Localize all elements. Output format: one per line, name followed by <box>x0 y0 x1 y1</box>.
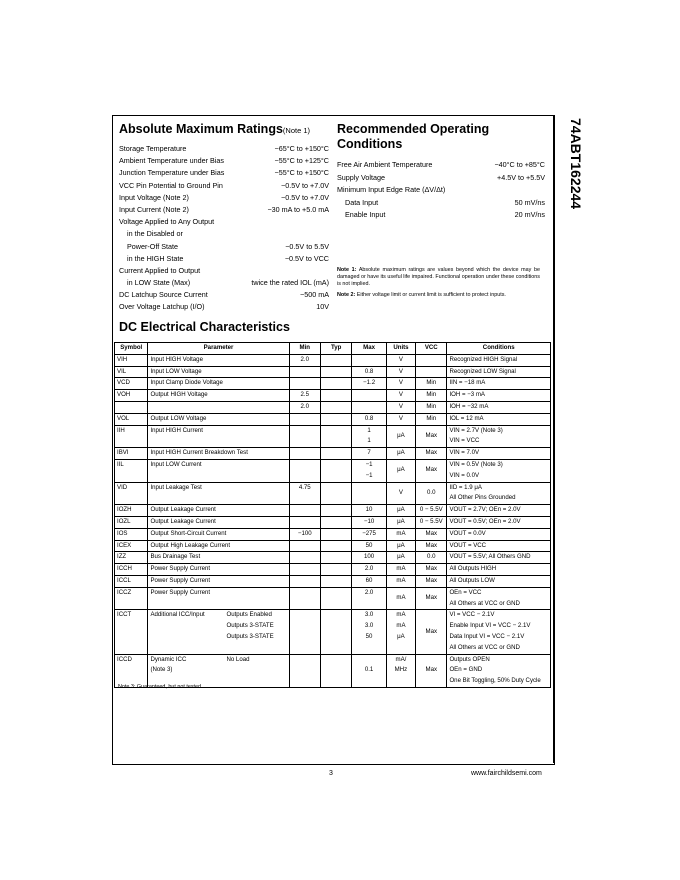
dc-section-title: DC Electrical Characteristics <box>119 320 290 334</box>
table-row: IZZ Bus Drainage Test 100 μA 0.0 VOUT = 5.5V; All Others GND <box>115 552 551 564</box>
symbol-cell: ICCH <box>115 564 148 576</box>
col-header: Symbol <box>115 343 148 355</box>
table-row: IOZH Output Leakage Current 10 μA 0 − 5.5V VOUT = 2.7V; OEn = 2.0V <box>115 505 551 517</box>
col-header: Units <box>386 343 415 355</box>
rating-row: Voltage Applied to Any Output <box>119 217 215 227</box>
dc-characteristics-table <box>114 342 551 688</box>
symbol-cell <box>115 401 148 413</box>
symbol-cell: IOS <box>115 528 148 540</box>
rating-row: in LOW State (Max) twice the rated IOL (mA) <box>127 278 329 288</box>
condition-row: Data Input 50 mV/ns <box>345 197 545 207</box>
symbol-cell: VID <box>115 482 148 505</box>
table-row: IBVI Input HIGH Current Breakdown Test 7 μA Max VIN = 7.0V <box>115 448 551 460</box>
table-row: IIL Input LOW Current −1 −1 μA Max VIN = 0.5V (Note 3) VIN = 0.0V <box>115 459 551 482</box>
table-row: VIL Input LOW Voltage 0.8 V Recognized LOW Signal <box>115 366 551 378</box>
rating-row: Over Voltage Latchup (I/O) 10V <box>119 302 329 312</box>
table-row: ICCD Dynamic ICC (Note 3) No Load 0.1 mA/ MHz Max Outputs OPEN OEn = GND One Bit Toggling, 50% Duty Cycle <box>115 654 551 687</box>
footer-url: www.fairchildsemi.com <box>471 770 542 777</box>
table-row: ICCL Power Supply Current 60 mA Max All Outputs LOW <box>115 575 551 587</box>
amr-title: Absolute Maximum Ratings(Note 1) <box>119 122 311 136</box>
col-header: Max <box>352 343 387 355</box>
table-header-row <box>115 343 551 355</box>
note-2: Note 2: Either voltage limit or current limit is sufficient to protect inputs. <box>337 292 506 298</box>
col-header: Parameter <box>148 343 289 355</box>
condition-row: Minimum Input Edge Rate (ΔV/Δt) <box>337 185 446 195</box>
rating-row: VCC Pin Potential to Ground Pin −0.5V to +7.0V <box>119 180 329 190</box>
footnotes <box>337 267 540 303</box>
symbol-cell: ICEX <box>115 540 148 552</box>
rating-row: Power-Off State −0.5V to 5.5V <box>127 241 329 251</box>
condition-row: Enable Input 20 mV/ns <box>345 210 545 220</box>
rating-row: Ambient Temperature under Bias −55°C to +125°C <box>119 156 329 166</box>
rating-row: DC Latchup Source Current −500 mA <box>119 290 329 300</box>
symbol-cell: IBVI <box>115 448 148 460</box>
symbol-cell: IOZH <box>115 505 148 517</box>
symbol-cell: VIL <box>115 366 148 378</box>
rating-row: Storage Temperature −65°C to +150°C <box>119 144 329 153</box>
table-row: ICCT Additional ICC/Input Outputs Enabled Outputs 3-STATE Outputs 3-STATE 3.0 3.0 50 mA mA μA Max VI = VCC − 2.1V Enable Input VI = VCC − 2.1V Data Input VI = VCC − 2.1V All Others at VCC or GND <box>115 610 551 654</box>
table-row: IOZL Output Leakage Current −10 μA 0 − 5.5V VOUT = 0.5V; OEn = 2.0V <box>115 516 551 528</box>
rating-row: in the Disabled or <box>127 229 183 239</box>
col-header: Min <box>289 343 320 355</box>
symbol-cell: VOH <box>115 390 148 402</box>
symbol-cell: IOZL <box>115 516 148 528</box>
table-row: VOL Output LOW Voltage 0.8 V Min IOL = 12 mA <box>115 413 551 425</box>
table-row: ICEX Output High Leakage Current 50 μA Max VOUT = VCC <box>115 540 551 552</box>
table-row: ICCH Power Supply Current 2.0 mA Max All Outputs HIGH <box>115 564 551 576</box>
condition-row: Free Air Ambient Temperature −40°C to +85°C <box>337 160 545 169</box>
table-row: ICCZ Power Supply Current 2.0 mA Max OEn = VCC All Others at VCC or GND <box>115 587 551 610</box>
table-row: 2.0 V Min IOH = −32 mA <box>115 401 551 413</box>
symbol-cell: ICCZ <box>115 587 148 610</box>
table-row: VCD Input Clamp Diode Voltage −1.2 V Min IIN = −18 mA <box>115 378 551 390</box>
symbol-cell: IIH <box>115 425 148 448</box>
part-number-side-title: 74ABT162244 <box>568 118 584 210</box>
table-row: IIH Input HIGH Current 1 1 μA Max VIN = 2.7V (Note 3) VIN = VCC <box>115 425 551 448</box>
side-divider <box>553 115 554 763</box>
absolute-maximum-ratings <box>119 122 329 314</box>
recommended-operating-conditions <box>337 122 545 222</box>
col-header: Conditions <box>447 343 551 355</box>
rating-row: in the HIGH State −0.5V to VCC <box>127 253 329 263</box>
symbol-cell: ICCT <box>115 610 148 654</box>
table-row: VOH Output HIGH Voltage 2.5 V Min IOH = −3 mA <box>115 390 551 402</box>
table-note: Note 3: Guaranteed, but not tested. <box>118 684 203 690</box>
symbol-cell: ICCL <box>115 575 148 587</box>
symbol-cell: ICCD <box>115 654 148 687</box>
col-header: Typ <box>320 343 351 355</box>
rating-row: Input Voltage (Note 2) −0.5V to +7.0V <box>119 192 329 202</box>
roc-title: Recommended Operating Conditions <box>337 122 490 151</box>
symbol-cell: VCD <box>115 378 148 390</box>
condition-row: Supply Voltage +4.5V to +5.5V <box>337 172 545 182</box>
table-row: IOS Output Short-Circuit Current −100 −275 mA Max VOUT = 0.0V <box>115 528 551 540</box>
symbol-cell: IZZ <box>115 552 148 564</box>
rating-row: Current Applied to Output <box>119 265 201 275</box>
rating-row: Junction Temperature under Bias −55°C to +150°C <box>119 168 329 178</box>
page-number: 3 <box>329 770 333 777</box>
table-row: VIH Input HIGH Voltage 2.0 V Recognized HIGH Signal <box>115 354 551 366</box>
table-row: VID Input Leakage Test 4.75 V 0.0 IID = 1.9 μA All Other Pins Grounded <box>115 482 551 505</box>
symbol-cell: VIH <box>115 354 148 366</box>
rating-row: Input Current (Note 2) −30 mA to +5.0 mA <box>119 204 329 214</box>
note-1: Note 1: Absolute maximum ratings are values beyond which the device may be damaged or have its useful life impaired. Functional operation under these conditions is not implied. <box>337 267 541 287</box>
symbol-cell: VOL <box>115 413 148 425</box>
col-header: VCC <box>416 343 447 355</box>
symbol-cell: IIL <box>115 459 148 482</box>
